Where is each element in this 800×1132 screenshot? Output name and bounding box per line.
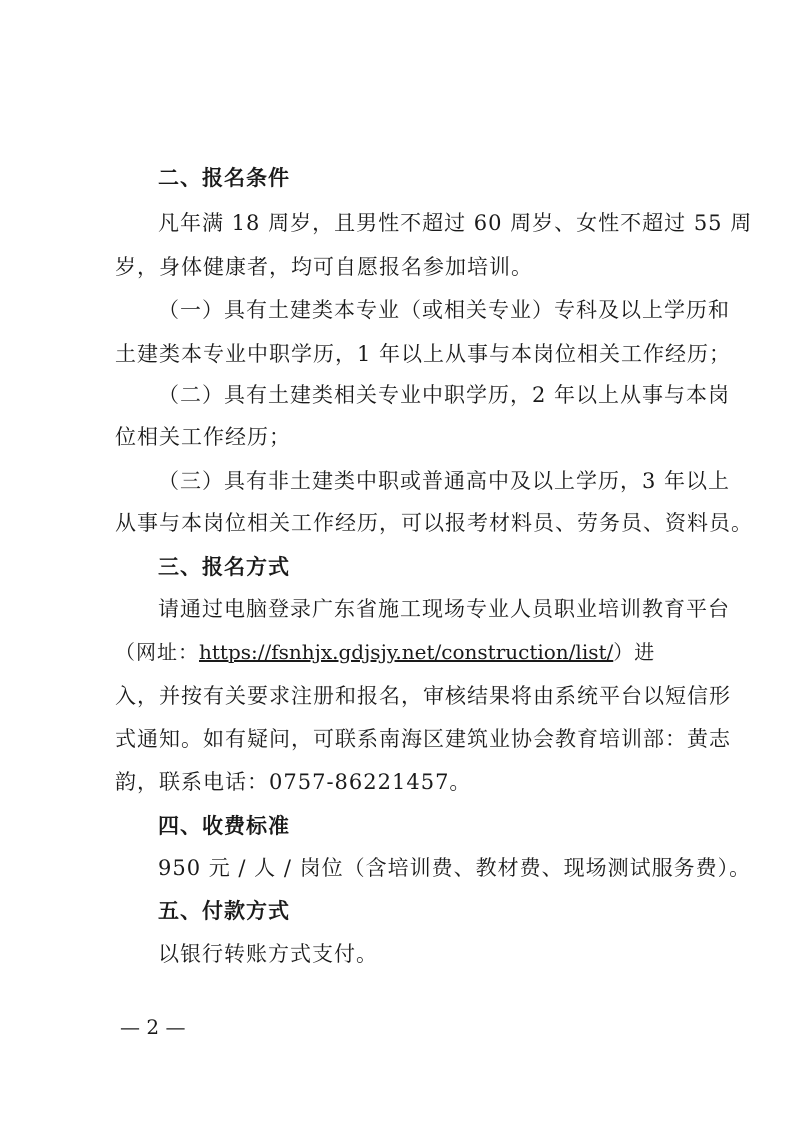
paragraph-line: 凡年满 18 周岁，且男性不超过 60 周岁、女性不超过 55 周: [158, 211, 753, 235]
paragraph-line: 式通知。如有疑问，可联系南海区建筑业协会教育培训部：黄志: [115, 727, 731, 751]
url-prefix: （网址：: [115, 640, 199, 664]
paragraph-line-with-url: [115, 637, 705, 667]
paragraph-line: 岁，身体健康者，均可自愿报名参加培训。: [115, 255, 533, 279]
paragraph-line: 从事与本岗位相关工作经历，可以报考材料员、劳务员、资料员。: [115, 511, 753, 535]
paragraph-line: （一）具有土建类本专业（或相关专业）专科及以上学历和: [158, 298, 730, 322]
paragraph-line: （二）具有土建类相关专业中职学历，2 年以上从事与本岗: [158, 383, 731, 407]
paragraph-line: 入，并按有关要求注册和报名，审核结果将由系统平台以短信形: [115, 684, 731, 708]
page-number: — 2 —: [120, 1015, 186, 1039]
section-heading-fee-standard: 四、收费标准: [158, 814, 290, 838]
section-heading-registration-method: 三、报名方式: [158, 555, 290, 579]
paragraph-line: 位相关工作经历；: [115, 425, 291, 449]
section-heading-payment-method: 五、付款方式: [158, 899, 290, 923]
paragraph-line: （三）具有非土建类中职或普通高中及以上学历，3 年以上: [158, 469, 731, 493]
paragraph-line: 土建类本专业中职学历，1 年以上从事与本岗位相关工作经历；: [115, 342, 732, 366]
paragraph-line: 950 元 / 人 / 岗位（含培训费、教材费、现场测试服务费）。: [158, 856, 752, 880]
section-heading-registration-conditions: 二、报名条件: [158, 166, 290, 190]
paragraph-line: 以银行转账方式支付。: [158, 942, 378, 966]
platform-url-link[interactable]: https://fsnhjx.gdjsjy.net/construction/list/: [199, 640, 614, 664]
paragraph-line: 韵，联系电话：0757-86221457。: [115, 770, 472, 794]
url-suffix: ）进: [613, 640, 656, 664]
paragraph-line: 请通过电脑登录广东省施工现场专业人员职业培训教育平台: [158, 597, 730, 621]
